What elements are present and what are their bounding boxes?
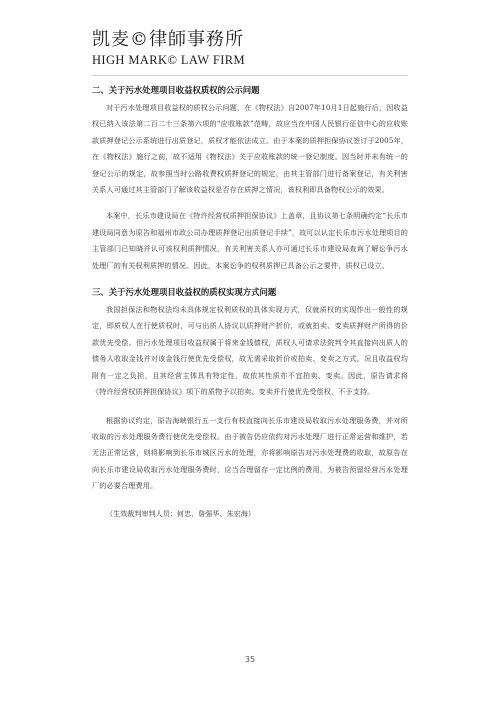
paragraph: 本案中，长乐市建设局在《特许经营权质押担保协议》上盖章，且协议第七条明确约定“长乐市建设局同意为原告和福州市政公司办理质押登记出质登记手续”，故可以认定长乐市污水处理项目的主管部门已知晓并认可该权利质押情况，有关利害关系人亦可通过长乐市建设局查询了解讼争污水处理厂的有关权利质押的情况。因此，本案讼争的权利质押已具备公示之要件，质权已设立。 [92, 211, 408, 270]
firm-name-english: HIGH MARK© LAW FIRM [92, 53, 246, 67]
paragraph: 我国担保法和物权法均未具体规定权利质权的具体实现方式，仅就质权的实现作出一般性的规定，即质权人在行使质权时，可与出质人协议以质押财产折价，或就拍卖、变卖质押财产所得的价款优先受偿。但污水处理项目收益权属于将来金钱债权，质权人可请求法院判令其直接向出质人的债务人收取金钱并对该金钱行使优先受偿权，故无需采取折价或拍卖、变卖之方式。况且收益权均附有一定之负担，且其经营主体具有特定性，故依其性质亦不宜拍卖、变卖。因此，原告请求将《特许经营权质押担保协议》项下的质物予以拍卖、变卖并行使优先受偿权，不予支持。 [92, 305, 408, 397]
paragraph: 对于污水处理项目收益权的质权公示问题，在《物权法》自2007年10月1日起施行后，因收益权已纳入该法第二百二十三条第六项的“应收账款”范畴，故应当在中国人民银行征信中心的应收账款质押登记公示系统进行出质登记，质权才能依法成立。由于本案的质押担保协议签订于2005年，在《物权法》施行之前，故不适用《物权法》关于应收账款的统一登记制度。因当时并未有统一的登记公示的规定，故参照当时公路收费权质押登记的规定，由其主管部门进行备案登记，有关利害关系人可通过其主管部门了解该收益权是否存在质押之情况，该权利即具备物权公示的效果。 [92, 103, 408, 195]
section-heading-3: 三、关于污水处理项目收益权的质权实现方式问题 [92, 287, 277, 298]
firm-name-chinese: 凯麦©律師事務所 [92, 29, 244, 50]
letterhead-divider [92, 75, 408, 76]
page-number: 35 [244, 655, 256, 664]
letterhead [92, 30, 312, 68]
section-heading-2: 二、关于污水处理项目收益权质权的公示问题 [92, 85, 260, 95]
document-body [92, 84, 408, 521]
paragraph: 根据协议约定，原告海峡银行五一支行有权直接向长乐市建设局收取污水处理服务费，并对所收取的污水处理服务费行使优先受偿权。由于被告仍应依约对污水处理厂进行正常运营和维护，若无法正常运营，则将影响到长乐市城区污水的处理，亦将影响原告对污水处理费的收取，故原告在向长乐市建设局收取污水处理服务费时，应当合理留存一定比例的费用，为被告预留经营污水处理厂的必要合理费用。 [92, 415, 408, 491]
judges-note: （生效裁判审判人员：何忠、詹强华、朱宏海） [106, 508, 255, 518]
